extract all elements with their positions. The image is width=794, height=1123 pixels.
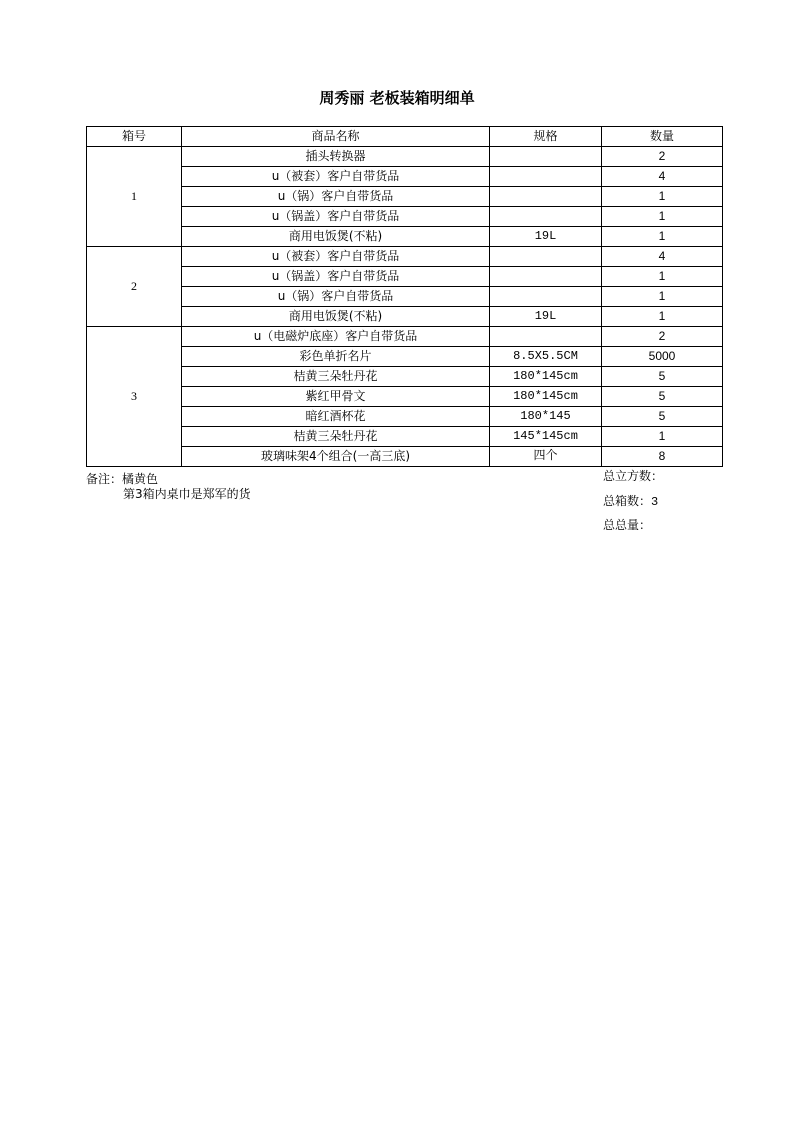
item-qty-cell: 1 — [602, 267, 723, 287]
summary-total-boxes — [603, 494, 663, 519]
item-name-cell: 桔黄三朵牡丹花 — [182, 367, 490, 387]
summary-total-volume — [603, 469, 663, 494]
item-qty-cell: 1 — [602, 307, 723, 327]
header-spec: 规格 — [490, 127, 602, 147]
table-row — [87, 447, 723, 467]
item-name-cell: u（被套）客户自带货品 — [182, 167, 490, 187]
item-qty-cell: 8 — [602, 447, 723, 467]
item-name-cell: u（被套）客户自带货品 — [182, 247, 490, 267]
notes-text: 橘黄色 — [122, 472, 159, 486]
item-qty-cell: 4 — [602, 167, 723, 187]
table-row — [87, 287, 723, 307]
item-name-cell: 玻璃味架4个组合(一高三底) — [182, 447, 490, 467]
item-qty-cell: 2 — [602, 327, 723, 347]
notes-line — [86, 472, 251, 487]
summary-label: 总立方数： — [603, 469, 664, 483]
item-qty-cell: 1 — [602, 207, 723, 227]
notes-label: 备注： — [86, 472, 123, 486]
item-spec-cell — [490, 167, 602, 187]
packing-table — [86, 126, 723, 467]
table-header-row — [87, 127, 723, 147]
item-qty-cell: 4 — [602, 247, 723, 267]
header-box-number: 箱号 — [87, 127, 182, 147]
table-row — [87, 167, 723, 187]
item-qty-cell: 1 — [602, 227, 723, 247]
table-row — [87, 267, 723, 287]
item-spec-cell — [490, 247, 602, 267]
item-name-cell: 插头转换器 — [182, 147, 490, 167]
box-number-cell: 2 — [87, 247, 182, 327]
notes-block — [86, 472, 251, 502]
item-spec-cell: 8.5X5.5CM — [490, 347, 602, 367]
item-qty-cell: 5 — [602, 367, 723, 387]
summary-block — [603, 469, 663, 543]
table-row — [87, 347, 723, 367]
item-qty-cell: 5000 — [602, 347, 723, 367]
item-name-cell: u（锅）客户自带货品 — [182, 287, 490, 307]
item-spec-cell: 180*145 — [490, 407, 602, 427]
table-row — [87, 227, 723, 247]
item-qty-cell: 5 — [602, 407, 723, 427]
table-row — [87, 387, 723, 407]
item-name-cell: 桔黄三朵牡丹花 — [182, 427, 490, 447]
item-spec-cell — [490, 287, 602, 307]
box-number-cell: 3 — [87, 327, 182, 467]
item-spec-cell: 四个 — [490, 447, 602, 467]
item-spec-cell — [490, 327, 602, 347]
table-row — [87, 427, 723, 447]
header-item-name: 商品名称 — [182, 127, 490, 147]
summary-label: 总箱数： — [603, 493, 652, 508]
item-qty-cell: 1 — [602, 287, 723, 307]
item-spec-cell — [490, 187, 602, 207]
item-spec-cell: 145*145cm — [490, 427, 602, 447]
item-name-cell: 商用电饭煲(不粘) — [182, 227, 490, 247]
item-qty-cell: 1 — [602, 427, 723, 447]
item-name-cell: u（电磁炉底座）客户自带货品 — [182, 327, 490, 347]
item-name-cell: 紫红甲骨文 — [182, 387, 490, 407]
summary-label: 总总量： — [603, 518, 652, 532]
document-title: 周秀丽 老板装箱明细单 — [319, 89, 475, 107]
table-row — [87, 207, 723, 227]
item-name-cell: 暗红酒杯花 — [182, 407, 490, 427]
summary-total-weight — [603, 518, 663, 543]
item-spec-cell: 19L — [490, 227, 602, 247]
item-spec-cell — [490, 207, 602, 227]
item-spec-cell — [490, 267, 602, 287]
item-qty-cell: 2 — [602, 147, 723, 167]
table-row — [87, 247, 723, 267]
item-spec-cell — [490, 147, 602, 167]
item-name-cell: 商用电饭煲(不粘) — [182, 307, 490, 327]
table-row — [87, 407, 723, 427]
header-quantity: 数量 — [602, 127, 723, 147]
item-spec-cell: 180*145cm — [490, 387, 602, 407]
table-row — [87, 307, 723, 327]
table-row — [87, 327, 723, 347]
item-spec-cell: 19L — [490, 307, 602, 327]
summary-value: 3 — [651, 494, 659, 509]
table-row — [87, 367, 723, 387]
item-qty-cell: 1 — [602, 187, 723, 207]
item-name-cell: u（锅）客户自带货品 — [182, 187, 490, 207]
table-row — [87, 187, 723, 207]
item-name-cell: u（锅盖）客户自带货品 — [182, 267, 490, 287]
box-number-cell: 1 — [87, 147, 182, 247]
item-qty-cell: 5 — [602, 387, 723, 407]
item-name-cell: 彩色单折名片 — [182, 347, 490, 367]
notes-line: 第3箱内桌巾是郑军的货 — [123, 487, 251, 501]
table-row — [87, 147, 723, 167]
item-name-cell: u（锅盖）客户自带货品 — [182, 207, 490, 227]
item-spec-cell: 180*145cm — [490, 367, 602, 387]
